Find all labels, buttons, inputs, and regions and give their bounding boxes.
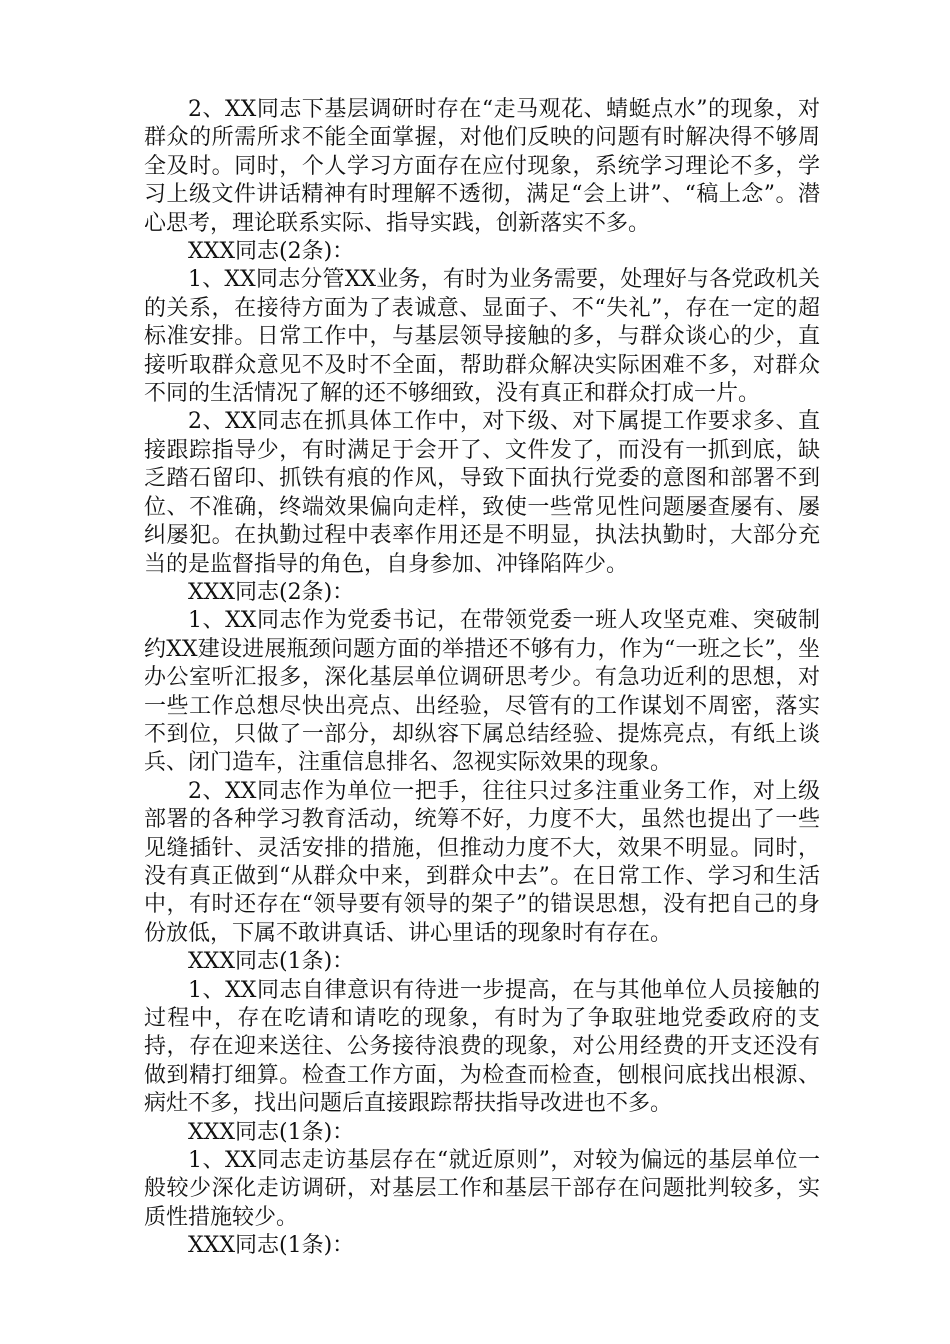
section-heading: XXX同志(2条)： [188, 239, 355, 265]
section-heading: XXX同志(2条)： [188, 579, 355, 605]
paragraph: 2、XX同志下基层调研时存在“走马观花、蜻蜓点水”的现象，对群众的所需所求不能全面掌握，对他们反映的问题有时解决得不够周全及时。同时，个人学习方面存在应付现象，系统学习理论不多，学习上级文件讲话精神有时理解不透彻，满足“会上讲”、“稿上念”。潜心思考，理论联系实际、指导实践，创新落实不多。 [144, 97, 820, 236]
paragraph: 2、XX同志作为单位一把手，往往只过多注重业务工作，对上级部署的各种学习教育活动，统筹不好，力度不大，虽然也提出了一些见缝插针、灵活安排的措施，但推动力度不大，效果不明显。同时，没有真正做到“从群众中来，到群众中去”。在日常工作、学习和生活中，有时还存在“领导要有领导的架子”的错误思想，没有把自己的身份放低，下属不敢讲真话、讲心里话的现象时有存在。 [144, 778, 820, 946]
paragraph: 1、XX同志分管XX业务，有时为业务需要，处理好与各党政机关的关系，在接待方面为了表诚意、显面子、不“失礼”，存在一定的超标准安排。日常工作中，与基层领导接触的多，与群众谈心的少，直接听取群众意见不及时不全面，帮助群众解决实际困难不多，对群众不同的生活情况了解的还不够细致，没有真正和群众打成一片。 [144, 267, 820, 407]
document-body [144, 96, 820, 1261]
section-heading: XXX同志(1条)： [188, 949, 355, 975]
section-heading: XXX同志(1条)： [188, 1233, 355, 1259]
section-heading: XXX同志(1条)： [188, 1119, 355, 1145]
paragraph: 1、XX同志自律意识有待进一步提高，在与其他单位人员接触的过程中，存在吃请和请吃的现象，有时为了争取驻地党委政府的支持，存在迎来送往、公务接待浪费的现象，对公用经费的开支还没有做到精打细算。检查工作方面，为检查而检查，刨根问底找出根源、病灶不多，找出问题后直接跟踪帮扶指导改进也不多。 [144, 977, 820, 1117]
paragraph: 2、XX同志在抓具体工作中，对下级、对下属提工作要求多、直接跟踪指导少，有时满足于会开了、文件发了，而没有一抓到底，缺乏踏石留印、抓铁有痕的作风，导致下面执行党委的意图和部署不到位、不准确，终端效果偏向走样，致使一些常见性问题屡查屡有、屡纠屡犯。在执勤过程中表率作用还是不明显，执法执勤时，大部分充当的是监督指导的角色，自身参加、冲锋陷阵少。 [144, 409, 820, 577]
paragraph: 1、XX同志作为党委书记，在带领党委一班人攻坚克难、突破制约XX建设进展瓶颈问题方面的举措还不够有力，作为“一班之长”，坐办公室听汇报多，深化基层单位调研思考少。有急功近利的思想，对一些工作总想尽快出亮点、出经验，尽管有的工作谋划不周密，落实不到位，只做了一部分，却纵容下属总结经验、提炼亮点，有纸上谈兵、闭门造车，注重信息排名、忽视实际效果的现象。 [144, 608, 820, 776]
paragraph: 1、XX同志走访基层存在“就近原则”，对较为偏远的基层单位一般较少深化走访调研，对基层工作和基层干部存在问题批判较多，实质性措施较少。 [144, 1148, 820, 1230]
